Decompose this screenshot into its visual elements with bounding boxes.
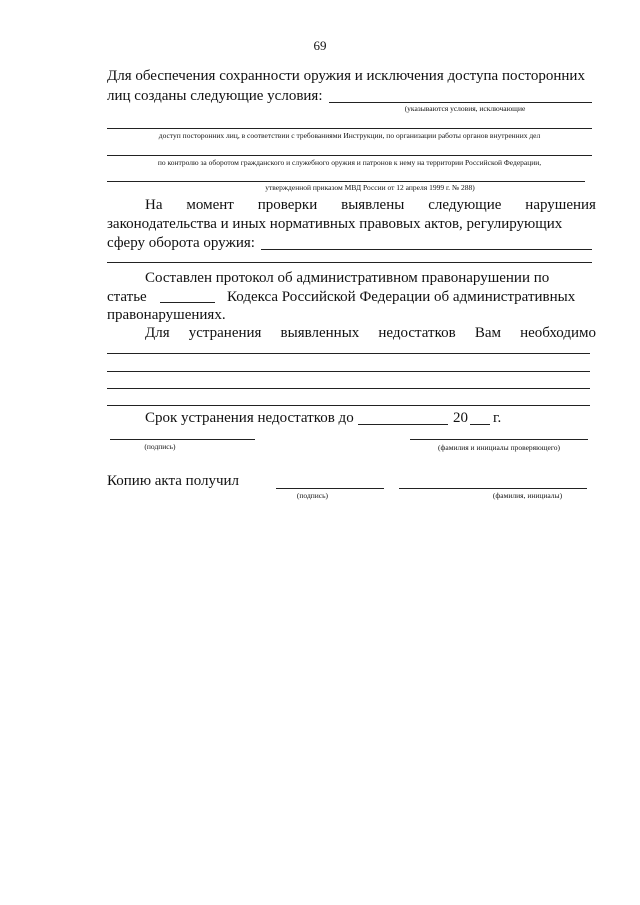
conditions-hint-3: по контролю за оборотом гражданского и служебного оружия и патронов к нему на территории Российской Федерации,	[157, 158, 542, 167]
inspector-name-line[interactable]	[410, 439, 588, 440]
remedy-fill-line-3[interactable]	[107, 388, 590, 389]
conditions-fill-line-1[interactable]	[329, 102, 592, 103]
receipt-name-line[interactable]	[399, 488, 587, 489]
remedy-fill-line-1[interactable]	[107, 353, 590, 354]
receipt-signature-line[interactable]	[276, 488, 384, 489]
violations-line3: сферу оборота оружия:	[107, 235, 255, 251]
inspector-signature-line[interactable]	[110, 439, 255, 440]
violations-fill-line-1[interactable]	[261, 249, 592, 250]
conditions-fill-line-3[interactable]	[107, 155, 592, 156]
deadline-date-fill-line[interactable]	[358, 424, 448, 425]
receipt-name-label: (фамилия, инициалы)	[492, 491, 563, 500]
receipt-signature-label: (подпись)	[296, 491, 329, 500]
conditions-hint-4: утвержденной приказом МВД России от 12 апреля 1999 г. № 288)	[265, 183, 475, 192]
violations-fill-line-2[interactable]	[107, 262, 592, 263]
violations-line2: законодательства и иных нормативных правовых актов, регулирующих	[107, 216, 563, 232]
violations-line1: На момент проверки выявлены следующие нарушения	[145, 197, 596, 213]
conditions-intro-line1: Для обеспечения сохранности оружия и исключения доступа посторонних	[107, 68, 585, 84]
remedy-fill-line-2[interactable]	[107, 371, 590, 372]
deadline-year-prefix: 20	[453, 410, 468, 426]
deadline-label: Срок устранения недостатков до	[145, 410, 354, 426]
page-number: 69	[313, 38, 327, 53]
conditions-hint-1: (указываются условия, исключающие	[404, 104, 526, 113]
inspector-name-label: (фамилия и инициалы проверяющего)	[438, 443, 560, 452]
conditions-hint-2: доступ посторонних лиц, в соответствии с требованиями Инструкции, по организации работы органов внутренних дел	[158, 131, 541, 140]
conditions-fill-line-2[interactable]	[107, 128, 592, 129]
protocol-article-fill-line[interactable]	[160, 302, 215, 303]
conditions-intro-line2: лиц созданы следующие условия:	[107, 88, 323, 104]
remedy-line1: Для устранения выявленных недостатков Вам необходимо	[145, 325, 596, 341]
protocol-article-label: статье	[107, 289, 147, 305]
receipt-label: Копию акта получил	[107, 473, 240, 489]
protocol-line2-end: Кодекса Российской Федерации об административных	[227, 289, 576, 305]
inspector-signature-label: (подпись)	[144, 442, 176, 451]
conditions-fill-line-4[interactable]	[107, 181, 585, 182]
protocol-line3: правонарушениях.	[107, 307, 226, 323]
deadline-year-fill-line[interactable]	[470, 424, 490, 425]
remedy-fill-line-4[interactable]	[107, 405, 590, 406]
deadline-year-suffix: г.	[493, 410, 502, 426]
protocol-line1: Составлен протокол об административном правонарушении по	[145, 270, 550, 286]
